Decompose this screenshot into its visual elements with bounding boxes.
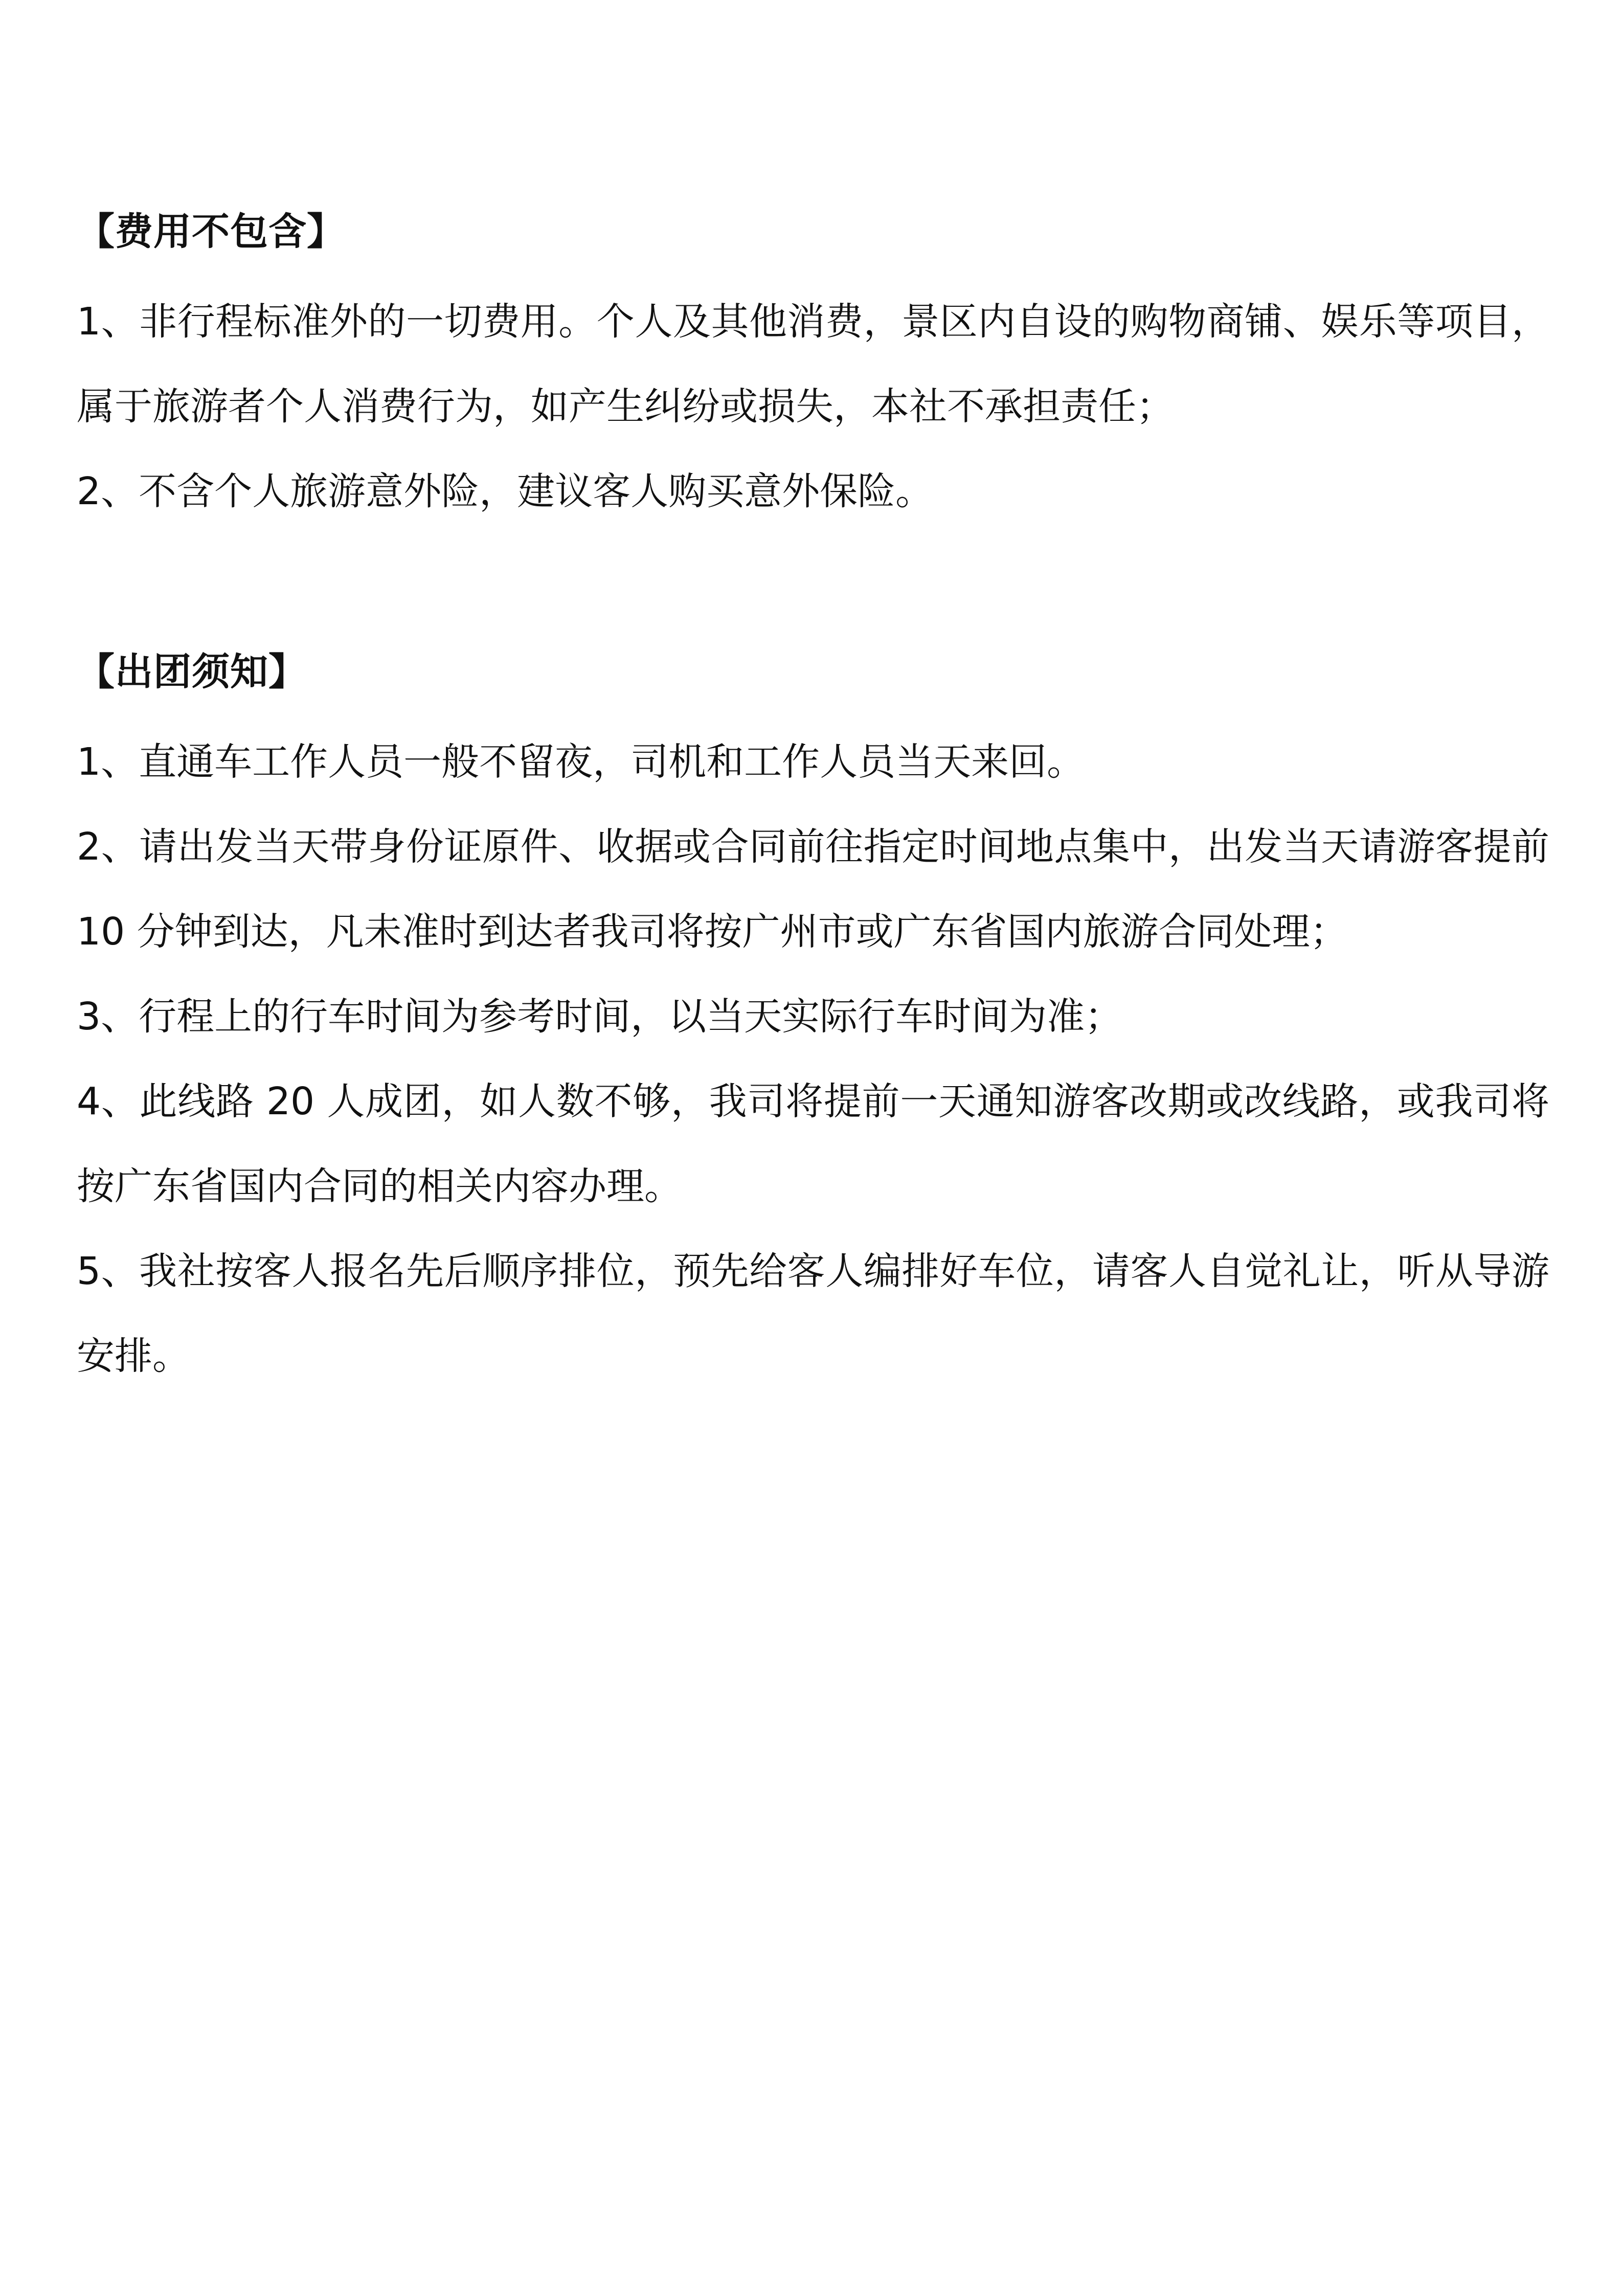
section-spacer <box>77 534 1549 647</box>
section-title-departure-notice: 【出团须知】 <box>77 650 307 694</box>
departure-notice-item-2: 2、请出发当天带身份证原件、收据或合同前往指定时间地点集中，出发当天请游客提前 10 分钟到达，凡未准时到达者我司将按广州市或广东省国内旅游合同处理； <box>77 825 1549 954</box>
fees-excluded-item-1: 1、非行程标准外的一切费用。个人及其他消费，景区内自设的购物商铺、娱乐等项目，属于旅游者个人消费行为，如产生纠纷或损失，本社不承担责任； <box>77 300 1549 429</box>
section-departure-notice <box>77 647 1549 1399</box>
departure-notice-item-3: 3、行程上的行车时间为参考时间，以当天实际行车时间为准； <box>77 995 1123 1039</box>
fees-excluded-item-2: 2、不含个人旅游意外险，建议客人购买意外保险。 <box>77 469 934 513</box>
departure-notice-item-4: 4、此线路 20 人成团，如人数不够，我司将提前一天通知游客改期或改线路，或我司将按广东省国内合同的相关内容办理。 <box>77 1079 1549 1208</box>
departure-notice-item-5: 5、我社按客人报名先后顺序排位，预先给客人编排好车位，请客人自觉礼让，听从导游安排。 <box>77 1249 1549 1378</box>
section-title-fees-excluded: 【费用不包含】 <box>77 210 345 254</box>
departure-notice-item-1: 1、直通车工作人员一般不留夜，司机和工作人员当天来回。 <box>77 740 1085 784</box>
document-content <box>77 207 1549 1399</box>
section-fees-excluded <box>77 207 1549 534</box>
